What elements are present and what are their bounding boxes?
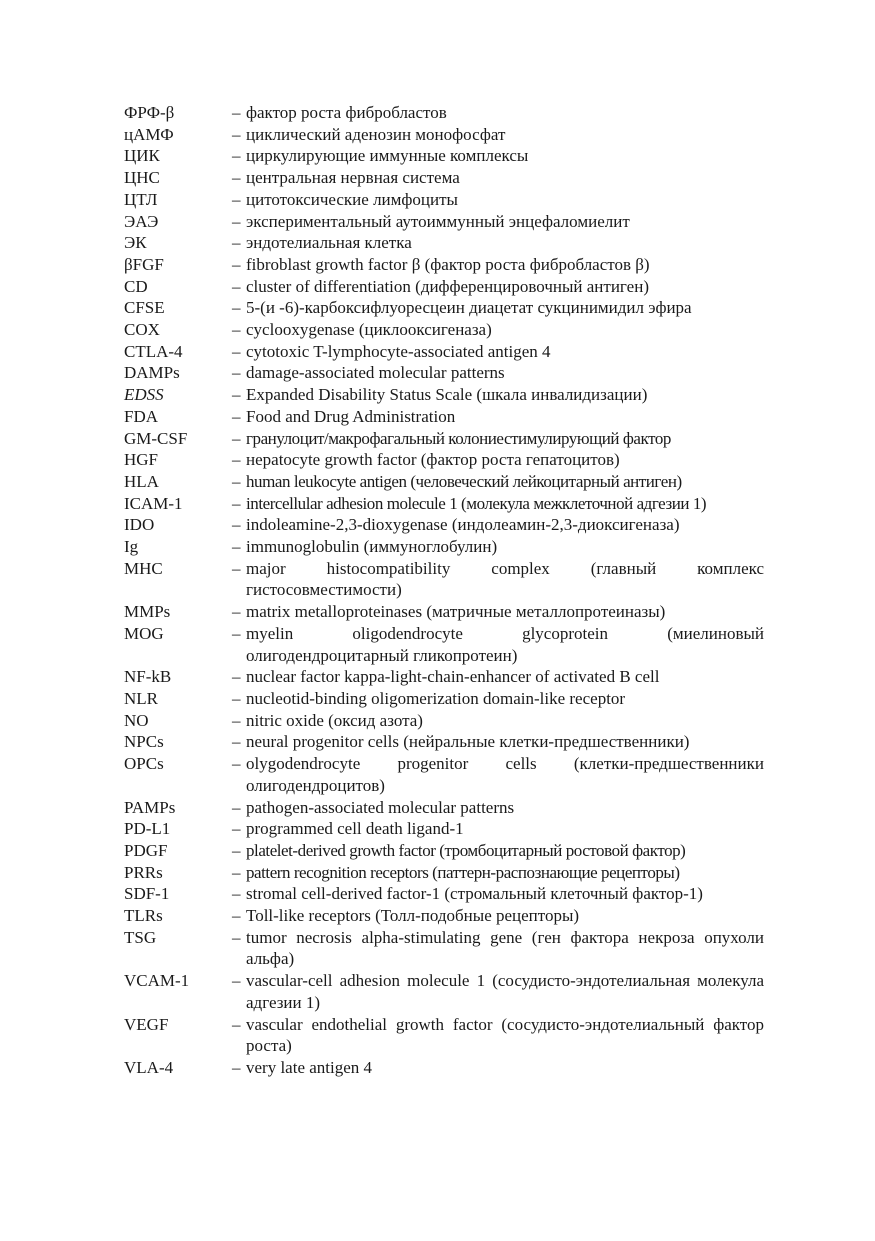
definition-text: нepatocyte growth factor (фактор роста гепатоцитов) — [246, 450, 620, 470]
definition-text: cytotoxic T-lymphocyte-associated antigen 4 — [246, 341, 551, 361]
abbreviation-entry — [124, 124, 764, 146]
definition-text: programmed cell death ligand-1 — [246, 819, 464, 839]
abbreviation-term: ФРФ-β — [124, 103, 175, 122]
dash: – — [232, 906, 241, 926]
dash: – — [232, 233, 241, 253]
abbreviation-entry — [124, 232, 764, 254]
abbreviation-entry — [124, 753, 764, 796]
abbreviation-definition — [232, 797, 764, 819]
dash: – — [232, 927, 241, 947]
definition-text: nuclear factor kappa-light-chain-enhancer of activated B cell — [246, 667, 660, 687]
abbreviation-definition — [232, 319, 764, 341]
definition-text: циклический аденозин монофосфат — [246, 124, 506, 144]
abbreviation-definition — [232, 276, 764, 298]
dash: – — [232, 341, 241, 361]
abbreviation-term: SDF-1 — [124, 884, 170, 904]
definition-text: Food and Drug Administration — [246, 406, 456, 426]
abbreviation-term: FDA — [124, 406, 159, 426]
abbreviation-term: NPCs — [124, 732, 164, 752]
definition-text: центральная нервная система — [246, 168, 460, 188]
definition-text: гранулоцит/макрофагальный колониестимулирующий фактор — [246, 428, 671, 448]
abbreviation-term: OPCs — [124, 754, 164, 774]
abbreviation-definition — [232, 406, 764, 428]
abbreviation-term: MMPs — [124, 602, 171, 622]
abbreviation-term: CFSE — [124, 298, 165, 318]
definition-text: indoleamine-2,3-dioxygenase (индолеамин-2,3-диоксигеназа) — [246, 515, 680, 535]
abbreviation-term: ЭК — [124, 233, 147, 253]
abbreviation-definition — [232, 927, 764, 970]
definition-text: platelet-derived growth factor (тромбоцитарный ростовой фактор) — [246, 840, 686, 860]
abbreviation-definition — [232, 254, 764, 276]
abbreviation-term: DAMPs — [124, 363, 180, 383]
abbreviation-entry — [124, 797, 764, 819]
abbreviation-term: VEGF — [124, 1014, 169, 1034]
abbreviation-entry — [124, 514, 764, 536]
abbreviation-entry — [124, 1057, 764, 1079]
dash: – — [232, 450, 241, 470]
abbreviation-entry — [124, 905, 764, 927]
abbreviation-definition — [232, 145, 764, 167]
abbreviation-term: GM-CSF — [124, 428, 188, 448]
abbreviation-term: βFGF — [124, 254, 164, 274]
abbreviation-definition — [232, 905, 764, 927]
abbreviation-entry — [124, 254, 764, 276]
abbreviation-term: CTLA-4 — [124, 341, 183, 361]
abbreviation-definition — [232, 514, 764, 536]
abbreviation-entry — [124, 1014, 764, 1057]
dash: – — [232, 623, 241, 643]
abbreviation-entry — [124, 601, 764, 623]
definition-text: intercellular adhesion molecule 1 (молекула межклеточной адгезии 1) — [246, 493, 707, 513]
definition-text: фактор роста фибробластов — [246, 103, 447, 122]
abbreviation-definition — [232, 189, 764, 211]
abbreviation-term: ЦНС — [124, 168, 160, 188]
dash: – — [232, 406, 241, 426]
abbreviation-term: VCAM-1 — [124, 971, 190, 991]
abbreviation-term: ЦИК — [124, 146, 160, 166]
dash: – — [232, 688, 241, 708]
abbreviation-entry — [124, 471, 764, 493]
dash: – — [232, 168, 241, 188]
dash: – — [232, 320, 241, 340]
definition-text: damage-associated molecular patterns — [246, 363, 505, 383]
abbreviation-term: MOG — [124, 623, 164, 643]
abbreviation-definition — [232, 840, 764, 862]
definition-text: vascular-cell adhesion molecule 1 (сосудисто-эндотелиальная молекула адгезии 1) — [246, 971, 764, 1012]
definition-text: эндотелиальная клетка — [246, 233, 412, 253]
abbreviation-term: IDO — [124, 515, 155, 535]
dash: – — [232, 537, 241, 557]
abbreviation-entry — [124, 319, 764, 341]
dash: – — [232, 124, 241, 144]
abbreviation-term: ICAM-1 — [124, 493, 183, 513]
definition-text: human leukocyte antigen (человеческий лейкоцитарный антиген) — [246, 471, 682, 491]
abbreviation-entry — [124, 384, 764, 406]
definition-text: tumor necrosis alpha-stimulating gene (ген фактора некроза опухоли альфа) — [246, 927, 764, 969]
abbreviation-term: NLR — [124, 688, 158, 708]
abbreviation-term: HLA — [124, 471, 159, 491]
abbreviation-definition — [232, 211, 764, 233]
abbreviation-term: цАМФ — [124, 124, 174, 144]
abbreviation-entry — [124, 449, 764, 471]
dash: – — [232, 146, 241, 166]
abbreviation-definition — [232, 753, 764, 796]
definition-text: nitric oxide (оксид азота) — [246, 710, 423, 730]
dash: – — [232, 211, 241, 231]
abbreviation-definition — [232, 710, 764, 732]
abbreviation-list — [124, 102, 764, 1079]
abbreviation-term: NF-kB — [124, 667, 172, 687]
definition-text: vascular endothelial growth factor (сосудисто-эндотелиальный фактор роста) — [246, 1014, 764, 1056]
definition-text: 5-(и -6)-карбоксифлуоресцеин диацетат сукцинимидил эфира — [246, 298, 692, 318]
abbreviation-term: HGF — [124, 450, 159, 470]
abbreviation-entry — [124, 970, 764, 1013]
abbreviation-entry — [124, 297, 764, 319]
definition-text: matrix metalloproteinases (матричные металлопротеиназы) — [246, 602, 666, 622]
abbreviation-definition — [232, 449, 764, 471]
dash: – — [232, 667, 241, 687]
definition-text: major histocompatibility complex (главный комплекс гистосовместимости) — [246, 558, 764, 600]
definition-text: myelin oligodendrocyte glycoprotein (миелиновый олигодендроцитарный гликопротеин) — [246, 623, 764, 665]
abbreviation-term: PD-L1 — [124, 819, 171, 839]
definition-text: neural progenitor cells (нейральные клетки-предшественники) — [246, 732, 690, 752]
abbreviation-definition — [232, 536, 764, 558]
abbreviation-term: VLA-4 — [124, 1057, 174, 1077]
abbreviation-entry — [124, 883, 764, 905]
abbreviation-term: TLRs — [124, 906, 163, 926]
dash: – — [232, 797, 241, 817]
definition-text: pattern recognition receptors (паттерн-распознающие рецепторы) — [246, 862, 680, 882]
abbreviation-entry — [124, 406, 764, 428]
abbreviation-term: PAMPs — [124, 797, 176, 817]
abbreviation-definition — [232, 1057, 764, 1079]
abbreviation-definition — [232, 666, 764, 688]
abbreviation-term: PRRs — [124, 862, 163, 882]
abbreviation-definition — [232, 428, 764, 450]
dash: – — [232, 493, 241, 513]
dash: – — [232, 276, 241, 296]
abbreviation-entry — [124, 362, 764, 384]
abbreviation-definition — [232, 558, 764, 601]
dash: – — [232, 602, 241, 622]
dash: – — [232, 471, 241, 491]
abbreviation-definition — [232, 601, 764, 623]
definition-text: fibroblast growth factor β (фактор роста фибробластов β) — [246, 254, 650, 274]
abbreviation-term: NO — [124, 710, 149, 730]
abbreviation-term: EDSS — [124, 385, 164, 405]
dash: – — [232, 732, 241, 752]
definition-text: immunoglobulin (иммуноглобулин) — [246, 537, 498, 557]
abbreviation-entry — [124, 927, 764, 970]
abbreviation-term: ЭАЭ — [124, 211, 159, 231]
abbreviation-definition — [232, 297, 764, 319]
abbreviation-entry — [124, 688, 764, 710]
abbreviation-entry — [124, 710, 764, 732]
abbreviation-entry — [124, 167, 764, 189]
abbreviation-entry — [124, 731, 764, 753]
abbreviation-definition — [232, 384, 764, 406]
abbreviation-definition — [232, 883, 764, 905]
dash: – — [232, 710, 241, 730]
abbreviation-entry — [124, 558, 764, 601]
abbreviation-entry — [124, 211, 764, 233]
dash: – — [232, 1057, 241, 1077]
dash: – — [232, 840, 241, 860]
dash: – — [232, 428, 241, 448]
abbreviation-term: COX — [124, 320, 160, 340]
abbreviation-term: Ig — [124, 537, 139, 557]
dash: – — [232, 862, 241, 882]
definition-text: cluster of differentiation (дифференцировочный антиген) — [246, 276, 649, 296]
definition-text: pathogen-associated molecular patterns — [246, 797, 515, 817]
abbreviation-term: TSG — [124, 927, 157, 947]
abbreviation-definition — [232, 341, 764, 363]
dash: – — [232, 515, 241, 535]
abbreviation-entry — [124, 840, 764, 862]
abbreviation-definition — [232, 731, 764, 753]
abbreviation-entry — [124, 428, 764, 450]
abbreviation-definition — [232, 232, 764, 254]
definition-text: nucleotid-binding oligomerization domain-like receptor — [246, 688, 626, 708]
dash: – — [232, 558, 241, 578]
dash: – — [232, 298, 241, 318]
abbreviation-term: MHC — [124, 558, 163, 578]
definition-text: цитотоксические лимфоциты — [246, 189, 458, 209]
abbreviation-definition — [232, 471, 764, 493]
abbreviation-definition — [232, 167, 764, 189]
dash: – — [232, 884, 241, 904]
abbreviation-term: CD — [124, 276, 148, 296]
abbreviation-entry — [124, 536, 764, 558]
dash: – — [232, 754, 241, 774]
abbreviation-entry — [124, 666, 764, 688]
abbreviation-entry — [124, 623, 764, 666]
abbreviation-definition — [232, 124, 764, 146]
definition-text: very late antigen 4 — [246, 1057, 373, 1077]
definition-text: olygodendrocyte progenitor cells (клетки-предшественники олигодендроцитов) — [246, 754, 764, 795]
abbreviation-entry — [124, 493, 764, 515]
dash: – — [232, 1014, 241, 1034]
dash: – — [232, 363, 241, 383]
abbreviation-definition — [232, 970, 764, 1013]
dash: – — [232, 189, 241, 209]
abbreviation-term: PDGF — [124, 840, 168, 860]
abbreviation-entry — [124, 341, 764, 363]
definition-text: cyclooxygenase (циклооксигеназа) — [246, 320, 492, 340]
abbreviation-definition — [232, 362, 764, 384]
abbreviation-entry — [124, 189, 764, 211]
definition-text: экспериментальный аутоиммунный энцефаломиелит — [246, 211, 630, 231]
dash: – — [232, 385, 241, 405]
abbreviation-definition — [232, 818, 764, 840]
abbreviation-definition — [232, 623, 764, 666]
abbreviation-entry — [124, 818, 764, 840]
definition-text: stromal cell-derived factor-1 (стромальный клеточный фактор-1) — [246, 884, 703, 904]
definition-text: циркулирующие иммунные комплексы — [246, 146, 529, 166]
abbreviation-entry — [124, 276, 764, 298]
abbreviation-definition — [232, 688, 764, 710]
dash: – — [232, 971, 241, 991]
definition-text: Toll-like receptors (Толл-подобные рецепторы) — [246, 906, 580, 926]
dash: – — [232, 254, 241, 274]
abbreviation-term: ЦТЛ — [124, 189, 158, 209]
dash: – — [232, 103, 241, 122]
abbreviation-definition — [232, 862, 764, 884]
abbreviation-definition — [232, 1014, 764, 1057]
definition-text: Expanded Disability Status Scale (шкала инвалидизации) — [246, 385, 648, 405]
abbreviation-definition — [232, 102, 764, 124]
dash: – — [232, 819, 241, 839]
abbreviation-entry — [124, 145, 764, 167]
abbreviation-entry — [124, 862, 764, 884]
abbreviation-entry — [124, 102, 764, 124]
abbreviation-definition — [232, 493, 764, 515]
